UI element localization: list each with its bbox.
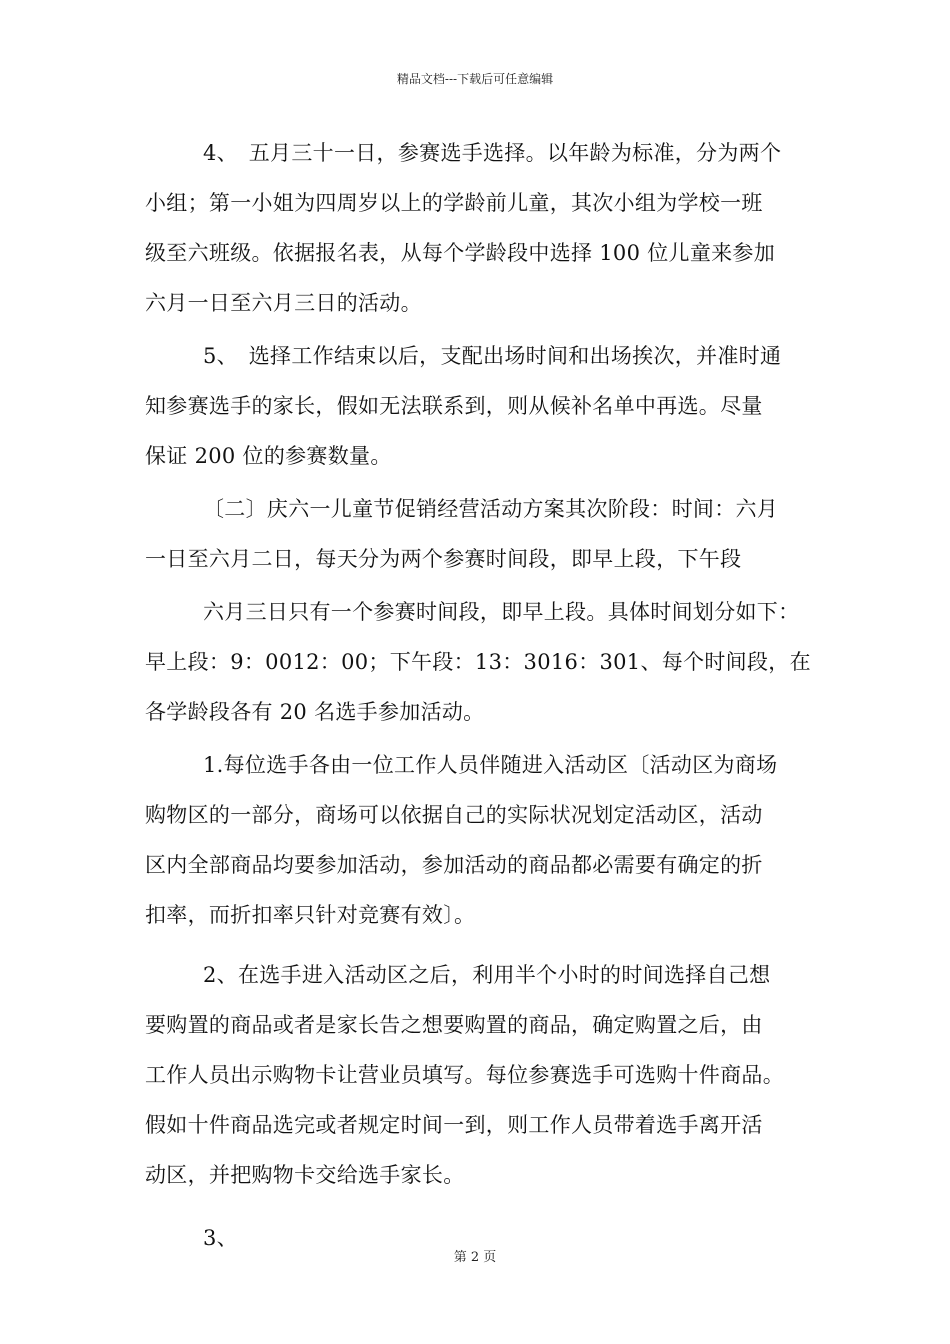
paragraph-line: 4、 五月三十一日，参赛选手选择。以年龄为标准，分为两个: [203, 141, 782, 165]
paragraph-line: 小组；第一小姐为四周岁以上的学龄前儿童，其次小组为学校一班: [145, 191, 763, 215]
paragraph-line: 5、 选择工作结束以后，支配出场时间和出场挨次，并准时通: [203, 344, 782, 368]
paragraph-line: 2、在选手进入活动区之后，利用半个小时的时间选择自己想: [203, 963, 771, 987]
paragraph-line: 六月一日至六月三日的活动。: [145, 291, 422, 315]
paragraph-line: 要购置的商品或者是家长告之想要购置的商品，确定购置之后，由: [145, 1013, 763, 1037]
paragraph-line: 级至六班级。依据报名表，从每个学龄段中选择 100 位儿童来参加: [145, 241, 776, 265]
paragraph-line: 各学龄段各有 20 名选手参加活动。: [145, 700, 485, 724]
page-number: 第 2 页: [453, 1250, 497, 1265]
paragraph-line: 购物区的一部分，商场可以依据自己的实际状况划定活动区，活动: [145, 803, 763, 827]
paragraph-line: 扣率，而折扣率只针对竞赛有效〕。: [145, 903, 476, 927]
paragraph-line: 一日至六月二日，每天分为两个参赛时间段，即早上段，下午段: [145, 547, 742, 571]
paragraph-line: 区内全部商品均要参加活动，参加活动的商品都必需要有确定的折: [145, 853, 763, 877]
paragraph-line: 〔二〕庆六一儿童节促销经营活动方案其次阶段：时间：六月: [203, 497, 779, 521]
paragraph-line: 1.每位选手各由一位工作人员伴随进入活动区〔活动区为商场: [203, 753, 778, 777]
paragraph-line: 早上段：9：0012：00；下午段：13：3016：301、每个时间段，在: [145, 650, 811, 674]
paragraph-item-5: [145, 331, 810, 481]
paragraph-rule-2: [145, 950, 810, 1200]
document-body: [145, 128, 810, 1263]
paragraph-line: 动区，并把购物卡交给选手家长。: [145, 1163, 465, 1187]
paragraph-line: 知参赛选手的家长，假如无法联系到，则从候补名单中再选。尽量: [145, 394, 763, 418]
paragraph-line: 工作人员出示购物卡让营业员填写。每位参赛选手可选购十件商品。: [145, 1063, 784, 1087]
page-header: 精品文档---下载后可任意编辑: [396, 72, 554, 86]
paragraph-line: 3、: [203, 1226, 238, 1250]
paragraph-line: 假如十件商品选完或者规定时间一到，则工作人员带着选手离开活: [145, 1113, 763, 1137]
paragraph-time-schedule: [145, 587, 810, 737]
paragraph-line: 六月三日只有一个参赛时间段，即早上段。具体时间划分如下：: [203, 600, 800, 624]
paragraph-item-4: [145, 128, 810, 328]
paragraph-rule-1: [145, 740, 810, 940]
paragraph-line: 保证 200 位的参赛数量。: [145, 444, 392, 468]
paragraph-section-2-heading: [145, 484, 810, 584]
